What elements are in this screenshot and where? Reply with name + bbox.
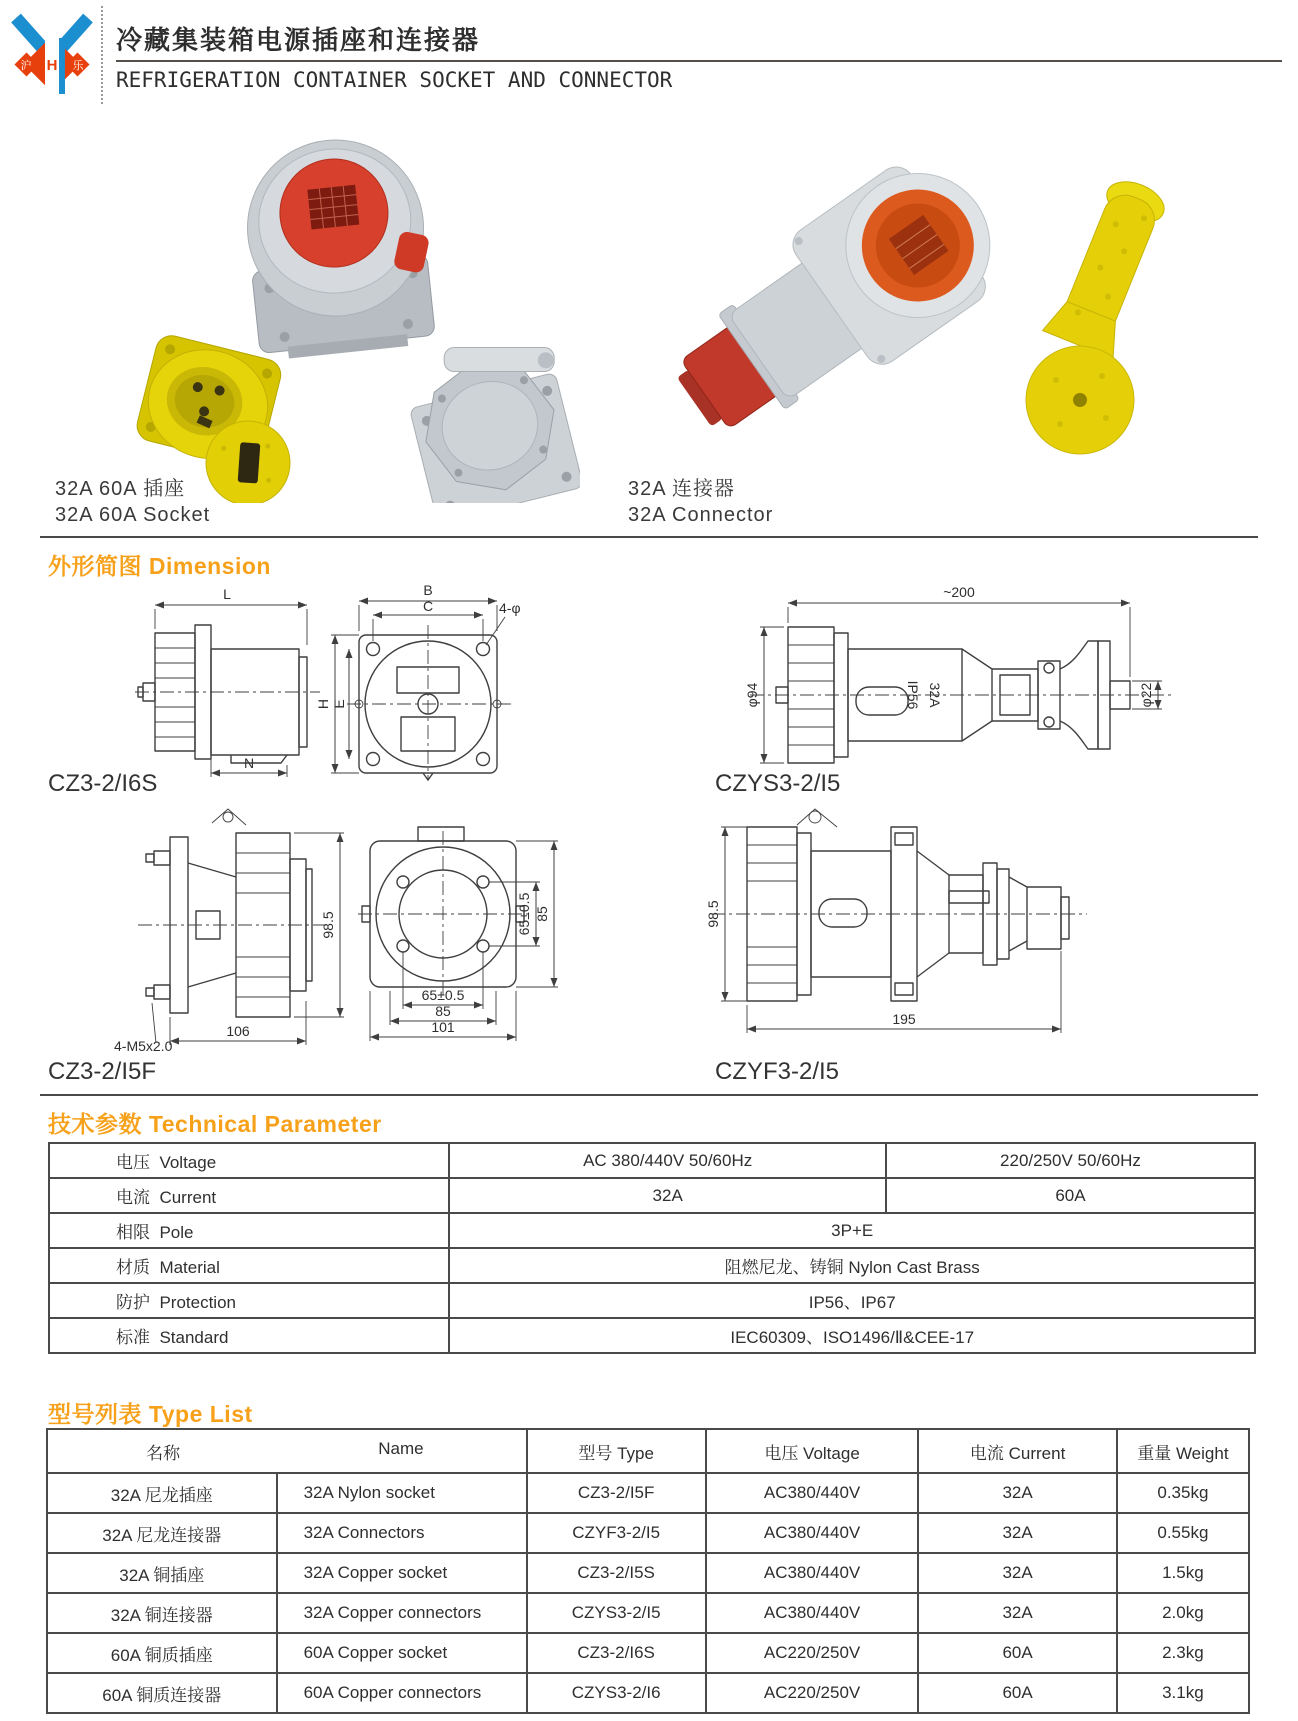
cz3-i5f-side-view: [114, 809, 344, 1054]
cell-type: CZYS3-2/I5: [527, 1593, 706, 1633]
dim-screws: 4-M5x2.0: [114, 1038, 173, 1054]
tech-params-heading: 技术参数 Technical Parameter: [48, 1111, 382, 1137]
header-name: [47, 1429, 527, 1473]
dimension-heading: 外形简图 Dimension: [48, 553, 271, 579]
drawing-cz3-i5f: [112, 793, 572, 1055]
dim-H: H: [315, 698, 331, 710]
header-name-zh: 名称: [146, 1443, 181, 1463]
cell-name-en: 32A Copper socket: [277, 1553, 527, 1593]
cell-type: CZ3-2/I5S: [527, 1553, 706, 1593]
table-row: [47, 1593, 1249, 1633]
label-czys3-i5: CZYS3-2/I5: [715, 770, 841, 797]
param-value: 3P+E: [449, 1213, 1255, 1248]
logo-mark: [14, 18, 89, 94]
cell-weight: 0.55kg: [1117, 1513, 1249, 1553]
label-cz3-i5f: CZ3-2/I5F: [48, 1058, 157, 1085]
cell-voltage: AC380/440V: [706, 1473, 919, 1513]
param-value: 阻燃尼龙、铸铜 Nylon Cast Brass: [449, 1248, 1255, 1283]
connector-caption-zh: 32A 连接器: [628, 478, 736, 500]
dim-B: B: [423, 583, 433, 598]
cell-voltage: AC220/250V: [706, 1673, 919, 1713]
socket-caption-en: 32A 60A Socket: [55, 504, 211, 526]
drawing-czys3-i5: [730, 583, 1180, 783]
table-row: [47, 1553, 1249, 1593]
czys3-i5-side-view: [744, 584, 1175, 763]
table-row: [47, 1513, 1249, 1553]
cell-voltage: AC220/250V: [706, 1633, 919, 1673]
company-logo: [10, 8, 94, 102]
header-current: 电流 Current: [918, 1429, 1116, 1473]
table-row: [49, 1143, 1255, 1178]
dim-bolt-h: 65±0.5: [421, 987, 465, 1003]
cell-name-zh: 60A 铜质插座: [47, 1633, 277, 1673]
cz3-i6s-front-view: [315, 583, 521, 781]
dim-length: 195: [892, 1011, 916, 1027]
gray-socket-photo: [239, 131, 441, 362]
header-voltage: 电压 Voltage: [706, 1429, 919, 1473]
cell-name-en: 32A Connectors: [277, 1513, 527, 1553]
technical-parameter-table: [48, 1142, 1256, 1354]
param-label: 材质 Material: [49, 1248, 449, 1283]
table-row: [49, 1318, 1255, 1353]
dim-height: 98.5: [705, 900, 721, 928]
table-row: [49, 1283, 1255, 1318]
param-value: AC 380/440V 50/60Hz: [449, 1143, 886, 1178]
dim-L: L: [223, 586, 231, 602]
label-czyf3-i5: CZYF3-2/I5: [715, 1058, 840, 1085]
cell-weight: 2.0kg: [1117, 1593, 1249, 1633]
param-label: 标准 Standard: [49, 1318, 449, 1353]
cell-weight: 1.5kg: [1117, 1553, 1249, 1593]
table-header-row: [47, 1429, 1249, 1473]
dim-width: 106: [226, 1023, 250, 1039]
page-title-zh: 冷藏集装箱电源插座和连接器: [116, 25, 481, 55]
param-value: 32A: [449, 1178, 886, 1213]
socket-photos-image: [130, 118, 580, 503]
cell-voltage: AC380/440V: [706, 1593, 919, 1633]
table-row: [49, 1248, 1255, 1283]
cell-type: CZ3-2/I6S: [527, 1633, 706, 1673]
param-label: 电压 Voltage: [49, 1143, 449, 1178]
table-row: [49, 1213, 1255, 1248]
logo-char-center: H: [46, 57, 58, 74]
param-value: 60A: [886, 1178, 1255, 1213]
param-label: 防护 Protection: [49, 1283, 449, 1318]
cell-type: CZ3-2/I5F: [527, 1473, 706, 1513]
type-list-heading: 型号列表 Type List: [48, 1401, 253, 1427]
dim-length: ~200: [943, 584, 975, 600]
header-weight: 重量 Weight: [1117, 1429, 1249, 1473]
marking-amp: 32A: [927, 682, 943, 708]
table-row: [49, 1178, 1255, 1213]
cell-current: 32A: [918, 1473, 1116, 1513]
param-label: 相限 Pole: [49, 1213, 449, 1248]
cell-weight: 2.3kg: [1117, 1633, 1249, 1673]
cz3-i6s-side-view: [135, 586, 320, 777]
yellow-plug-photo: [1043, 171, 1178, 359]
param-value: IEC60309、ISO1496/Ⅱ&CEE-17: [449, 1318, 1255, 1353]
cell-name-en: 60A Copper connectors: [277, 1673, 527, 1713]
yellow-cap-photo: [1026, 346, 1134, 454]
dim-outer-v: 85: [534, 906, 550, 922]
param-value: 220/250V 50/60Hz: [886, 1143, 1255, 1178]
cell-name-en: 32A Copper connectors: [277, 1593, 527, 1633]
header-separator: [101, 6, 103, 104]
cell-name-zh: 32A 铜连接器: [47, 1593, 277, 1633]
cell-name-zh: 60A 铜质连接器: [47, 1673, 277, 1713]
cell-name-zh: 32A 铜插座: [47, 1553, 277, 1593]
section-divider-1: [40, 536, 1258, 538]
cell-type: CZYS3-2/I6: [527, 1673, 706, 1713]
connector-photos-image: [640, 135, 1195, 480]
czyf3-i5-side-view: [705, 809, 1087, 1033]
cell-name-en: 32A Nylon socket: [277, 1473, 527, 1513]
cz3-i5f-front-view: [358, 827, 558, 1041]
cell-name-zh: 32A 尼龙插座: [47, 1473, 277, 1513]
cell-current: 32A: [918, 1513, 1116, 1553]
connector-caption-en: 32A Connector: [628, 504, 774, 526]
dim-height: 98.5: [320, 911, 336, 939]
logo-char-right: 乐: [72, 60, 84, 72]
title-underline: [116, 60, 1282, 62]
dim-holes: 4-φ: [499, 600, 521, 616]
cell-current: 32A: [918, 1593, 1116, 1633]
logo-char-left: 沪: [20, 60, 32, 72]
drawing-cz3-i6s: [135, 583, 525, 783]
dim-outer-h: 101: [431, 1019, 455, 1035]
gray-connector-photo: [648, 139, 1022, 468]
dim-E: E: [331, 699, 347, 709]
param-label: 电流 Current: [49, 1178, 449, 1213]
cell-name-zh: 32A 尼龙连接器: [47, 1513, 277, 1553]
dim-dia-body: φ94: [744, 682, 760, 708]
header-type: 型号 Type: [527, 1429, 706, 1473]
cell-current: 60A: [918, 1633, 1116, 1673]
dim-bolt-v: 65±0.5: [516, 892, 532, 936]
dim-C: C: [422, 598, 434, 614]
cell-current: 32A: [918, 1553, 1116, 1593]
cell-voltage: AC380/440V: [706, 1553, 919, 1593]
dim-N: N: [243, 755, 255, 771]
dim-dia-cable: φ22: [1138, 682, 1154, 708]
table-row: [47, 1633, 1249, 1673]
socket-caption-zh: 32A 60A 插座: [55, 478, 186, 500]
section-divider-2: [40, 1094, 1258, 1096]
label-cz3-i6s: CZ3-2/I6S: [48, 770, 158, 797]
marking-ip: IP56: [905, 680, 921, 710]
type-list-table: [46, 1428, 1250, 1714]
cell-type: CZYF3-2/I5: [527, 1513, 706, 1553]
cell-name-en: 60A Copper socket: [277, 1633, 527, 1673]
dim-mid-h: 85: [435, 1003, 451, 1019]
metal-socket-photo: [397, 322, 580, 503]
table-row: [47, 1473, 1249, 1513]
cell-current: 60A: [918, 1673, 1116, 1713]
param-value: IP56、IP67: [449, 1283, 1255, 1318]
cell-weight: 0.35kg: [1117, 1473, 1249, 1513]
page-title-en: REFRIGERATION CONTAINER SOCKET AND CONNECTOR: [116, 68, 673, 92]
drawing-czyf3-i5: [695, 793, 1095, 1045]
cell-weight: 3.1kg: [1117, 1673, 1249, 1713]
cell-voltage: AC380/440V: [706, 1513, 919, 1553]
header-name-en: Name: [378, 1438, 424, 1458]
table-row: [47, 1673, 1249, 1713]
